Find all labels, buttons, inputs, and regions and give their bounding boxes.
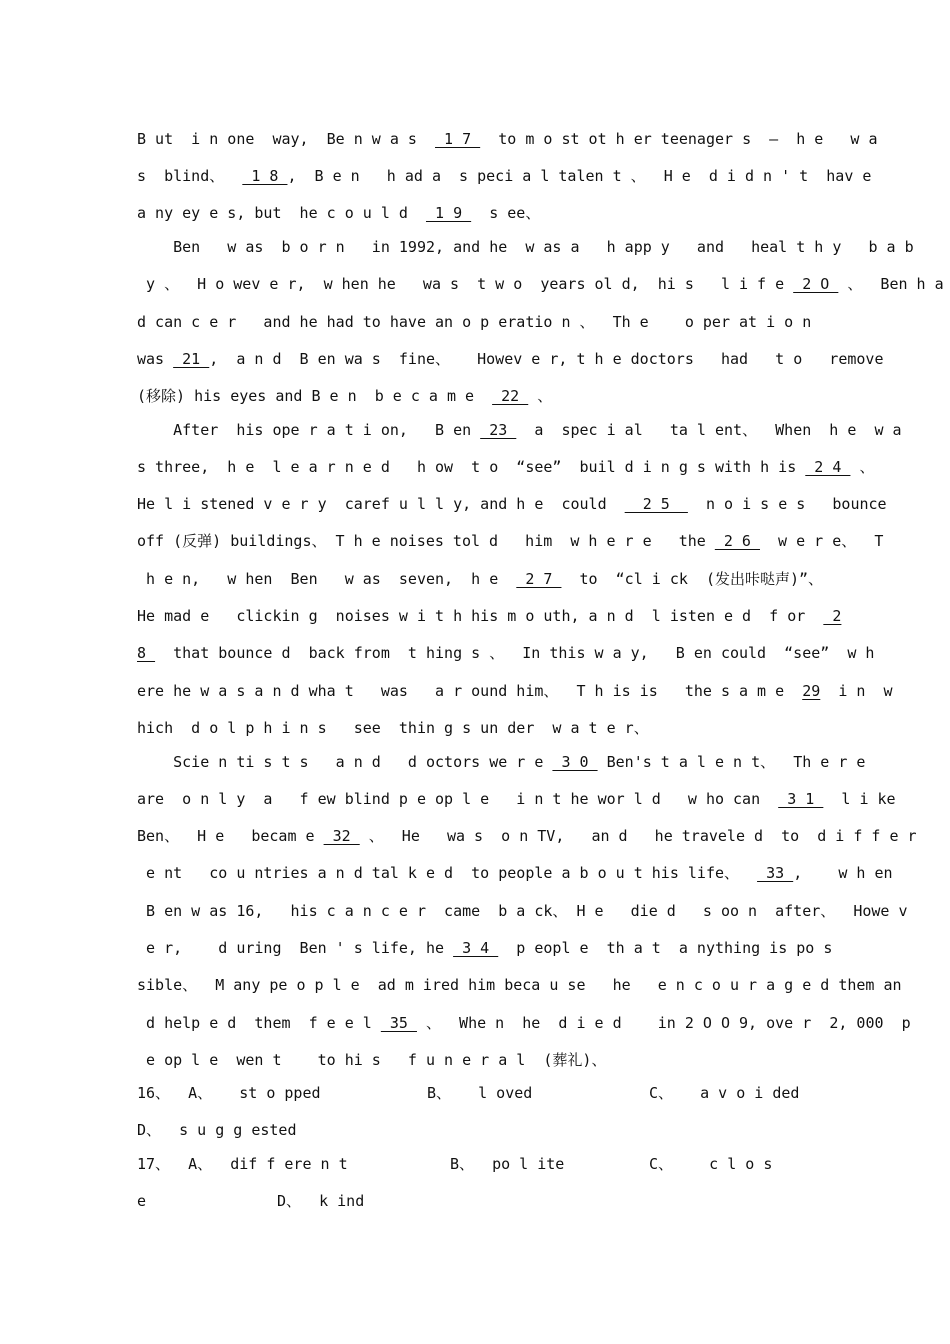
passage-text: He mad e clickin g noises w i t h his m o uth, a n d l isten e d f or bbox=[137, 607, 824, 625]
passage-text: After his ope r a t i on, B en bbox=[137, 421, 481, 439]
passage-text: are o n l y a f ew blind p e op l e i n t he wor l d w ho can bbox=[137, 790, 779, 808]
answer-blank: 33 bbox=[757, 864, 794, 882]
passage-line bbox=[137, 681, 893, 701]
passage-text: hich d o l p h i n s see thin g s un der w a t e r、 bbox=[137, 719, 649, 737]
passage-line bbox=[137, 863, 893, 883]
passage-text: , B e n h ad a s peci a l talen t 、 H e d i d n ' t hav e bbox=[287, 167, 872, 185]
passage-text: 、 bbox=[528, 387, 553, 405]
passage-line bbox=[137, 457, 875, 477]
passage-text: s blind、 bbox=[137, 167, 243, 185]
answer-option: 16、 A、 st o pped bbox=[137, 1084, 321, 1102]
answer-option: D、 s u g g ested bbox=[137, 1121, 297, 1139]
passage-line bbox=[137, 752, 866, 772]
passage-text: ere he w a s a n d wha t was a r ound him、 T h is is the s a m e bbox=[137, 682, 803, 700]
passage-line bbox=[137, 274, 944, 294]
answer-blank: 2 5 bbox=[624, 495, 688, 513]
passage-line bbox=[137, 129, 878, 149]
passage-line bbox=[137, 420, 902, 440]
passage-line bbox=[137, 938, 833, 958]
passage-line bbox=[137, 643, 875, 663]
passage-line bbox=[137, 569, 824, 589]
passage-text: s three, h e l e a r n e d h ow t o “see” buil d i n g s with h is bbox=[137, 458, 806, 476]
answer-blank: 2 bbox=[823, 607, 842, 625]
answer-option: B、 l oved bbox=[427, 1084, 533, 1102]
answer-blank: 29 bbox=[802, 682, 821, 700]
answer-blank: 1 9 bbox=[425, 204, 472, 222]
answer-blank: 2 7 bbox=[516, 570, 562, 588]
answer-option: e bbox=[137, 1192, 147, 1210]
passage-text: p eopl e th a t a nything is po s bbox=[498, 939, 833, 957]
answer-blank: 1 8 bbox=[242, 167, 288, 185]
answer-option: 17、 A、 dif f ere n t bbox=[137, 1155, 348, 1173]
passage-text: a spec i al ta l ent、 When h e w a bbox=[516, 421, 902, 439]
passage-line bbox=[137, 312, 817, 332]
passage-line bbox=[137, 826, 917, 846]
passage-text: i n w bbox=[820, 682, 893, 700]
passage-text: (移除) his eyes and B e n b e c a m e bbox=[137, 387, 493, 405]
passage-text: was bbox=[137, 350, 174, 368]
passage-line bbox=[137, 975, 902, 995]
answer-blank: 3 4 bbox=[453, 939, 499, 957]
passage-text: 、 Ben h a bbox=[838, 275, 944, 293]
passage-text: e nt co u ntries a n d tal k e d to people a b o u t his life、 bbox=[137, 864, 758, 882]
answer-option: B、 po l ite bbox=[450, 1155, 565, 1173]
passage-text: , a n d B en wa s fine、 Howev e r, t h e doctors had t o remove bbox=[209, 350, 884, 368]
passage-text: e op l e wen t to hi s f u n e r a l (葬礼)、 bbox=[137, 1051, 607, 1069]
answer-blank: 1 7 bbox=[435, 130, 481, 148]
passage-text: B ut i n one way, Be n w a s bbox=[137, 130, 436, 148]
passage-line bbox=[137, 531, 884, 551]
passage-text: l i ke bbox=[823, 790, 896, 808]
passage-text: 、 He wa s o n TV, an d he travele d to d i f f e r bbox=[359, 827, 917, 845]
answer-blank: 32 bbox=[323, 827, 360, 845]
passage-line bbox=[137, 718, 817, 738]
passage-line bbox=[137, 386, 817, 406]
passage-text: to m o st ot h er teenager s — h e w a bbox=[480, 130, 878, 148]
passage-text: d can c e r and he had to have an o p eratio n 、 Th e o per at i o n bbox=[137, 313, 812, 331]
passage-text: w e r e、 T bbox=[759, 532, 884, 550]
passage-text: Ben、 H e becam e bbox=[137, 827, 324, 845]
passage-text: that bounce d back from t hing s 、 In this w a y, B en could “see” w h bbox=[155, 644, 875, 662]
passage-text: d help e d them f e e l bbox=[137, 1014, 381, 1032]
passage-line bbox=[137, 1013, 911, 1033]
passage-text: off (反弹) buildings、 T h e noises tol d him w h e r e the bbox=[137, 532, 715, 550]
passage-text: 、 Whe n he d i e d in 2 O O 9, ove r 2, 000 p bbox=[416, 1014, 911, 1032]
answer-option: C、 a v o i ded bbox=[649, 1084, 800, 1102]
passage-line bbox=[137, 789, 896, 809]
passage-line bbox=[137, 1050, 817, 1070]
passage-text: h e n, w hen Ben w as seven, h e bbox=[137, 570, 517, 588]
answer-blank: 2 O bbox=[793, 275, 839, 293]
answer-blank: 23 bbox=[480, 421, 517, 439]
passage-text: , w h en bbox=[793, 864, 893, 882]
answer-blank: 3 0 bbox=[552, 753, 598, 771]
answer-blank: 8 bbox=[137, 644, 156, 662]
answer-blank: 21 bbox=[173, 350, 210, 368]
passage-text: Scie n ti s t s a n d d octors we r e bbox=[137, 753, 553, 771]
answer-blank: 2 4 bbox=[805, 458, 851, 476]
passage-text: B en w as 16, his c a n c e r came b a ck、 H e die d s oo n after、 Howe v bbox=[137, 902, 908, 920]
passage-text: to “cl i ck (发出咔哒声)”、 bbox=[561, 570, 824, 588]
passage-line bbox=[137, 349, 884, 369]
passage-line bbox=[137, 166, 872, 186]
passage-text: n o i s e s bounce bbox=[687, 495, 887, 513]
passage-text: 、 bbox=[850, 458, 875, 476]
passage-text: Ben's t a l e n t、 Th e r e bbox=[597, 753, 866, 771]
passage-text: e r, d uring Ben ' s life, he bbox=[137, 939, 454, 957]
passage-text: Ben w as b o r n in 1992, and he w as a h app y and heal t h y b a b bbox=[137, 238, 914, 256]
answer-option: D、 k ind bbox=[277, 1192, 365, 1210]
passage-line bbox=[137, 203, 817, 223]
passage-text: y 、 H o wev e r, w hen he wa s t w o years ol d, hi s l i f e bbox=[137, 275, 794, 293]
passage-text: He l i stened v e r y caref u l l y, and h e could bbox=[137, 495, 625, 513]
answer-option: C、 c l o s bbox=[649, 1155, 773, 1173]
passage-line bbox=[137, 606, 842, 626]
answer-blank: 35 bbox=[380, 1014, 417, 1032]
passage-text: a ny ey e s, but he c o u l d bbox=[137, 204, 426, 222]
passage-text: sible、 M any pe o p l e ad m ired him beca u se he e n c o u r a g e d them an bbox=[137, 976, 902, 994]
passage-line bbox=[137, 237, 914, 257]
passage-line bbox=[137, 901, 908, 921]
answer-blank: 22 bbox=[492, 387, 529, 405]
answer-blank: 2 6 bbox=[714, 532, 760, 550]
passage-text: s ee、 bbox=[471, 204, 541, 222]
answer-blank: 3 1 bbox=[778, 790, 824, 808]
passage-line bbox=[137, 494, 887, 514]
